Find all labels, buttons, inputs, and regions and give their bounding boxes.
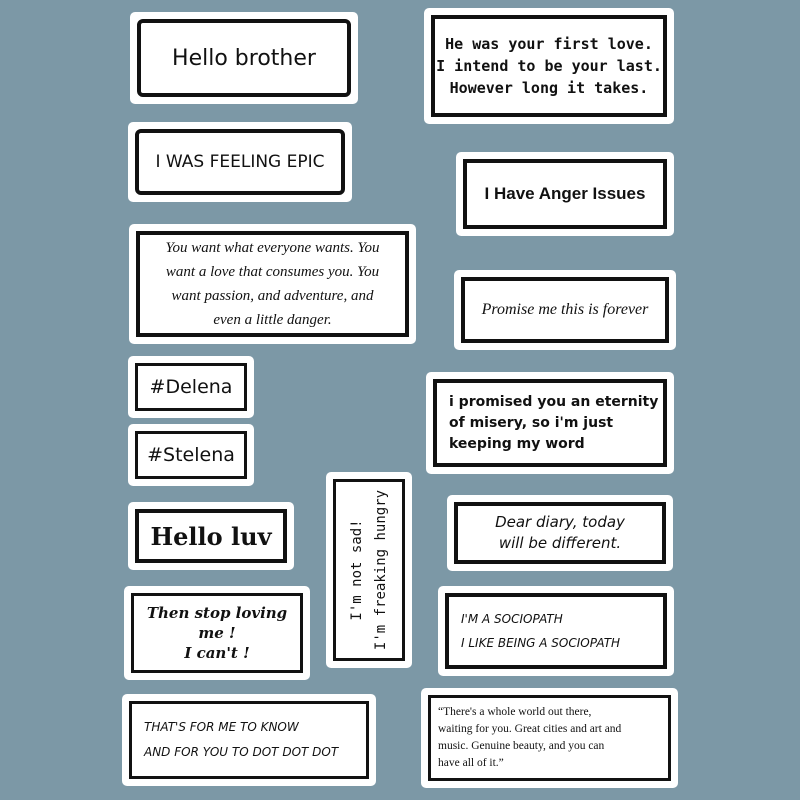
sticker-everyone-wants [129,224,416,344]
sticker-hello-luv [128,502,294,570]
sticker-hello-brother [130,12,358,104]
sticker-frame [135,363,247,411]
sticker-text: me ! [198,624,236,642]
sticker-frame [135,129,345,195]
sticker-text: I LIKE BEING A SOCIOPATH [461,636,621,650]
sticker-frame [333,479,405,661]
sticker-text: I'M A SOCIOPATH [461,612,563,626]
sticker-frame [131,593,303,673]
sticker-text: THAT'S FOR ME TO KNOW [144,720,299,734]
sticker-text: waiting for you. Great cities and art and [438,723,622,735]
sticker-text: I'm freaking hungry [373,489,389,651]
sticker-text: He was your first love. [445,35,653,53]
sticker-text: However long it takes. [449,79,649,97]
sticker-text: #Delena [149,376,233,398]
sticker-text: “There's a whole world out there, [438,706,592,718]
sticker-text: I can't ! [184,644,250,662]
sticker-text: Promise me this is forever [481,301,649,318]
sticker-frame [135,431,247,479]
sticker-text: #Stelena [147,444,235,466]
sticker-not-sad [326,472,412,668]
sticker-frame [136,231,409,337]
sticker-for-me-to-know [122,694,376,786]
sticker-text: I'm not sad! [349,519,365,621]
sticker-text: music. Genuine beauty, and you can [438,740,605,752]
sticker-text: I Have Anger Issues [484,184,646,203]
sticker-text: Then stop loving [146,604,288,622]
sticker-feeling-epic [128,122,352,202]
sticker-text: have all of it.” [438,757,504,769]
vertical-text-group [345,490,393,650]
sticker-frame [433,379,667,467]
sticker-frame [445,593,667,669]
sticker-frame [463,159,667,229]
sticker-text: I intend to be your last. [436,57,662,75]
sticker-frame [129,701,369,779]
sticker-text: of misery, so i'm just [449,414,614,431]
sticker-stop-loving [124,586,310,680]
sticker-sociopath [438,586,674,676]
sticker-text: keeping my word [449,435,585,452]
sticker-text: Dear diary, today [495,513,625,531]
sticker-text: AND FOR YOU TO DOT DOT DOT [144,745,339,759]
sticker-anger-issues [456,152,674,236]
sticker-text: Hello luv [150,521,272,551]
sticker-frame [428,695,671,781]
sticker-text: You want what everyone wants. You [165,240,380,256]
sticker-frame [431,15,667,117]
sticker-promise-forever [454,270,676,350]
sticker-frame [454,502,666,564]
sticker-frame [137,19,351,97]
sticker-eternity-misery [426,372,674,474]
sticker-text: i promised you an eternity [449,393,659,410]
sticker-delena [128,356,254,418]
sticker-frame [135,509,287,563]
sticker-text: I WAS FEELING EPIC [155,152,325,172]
sticker-whole-world [421,688,678,788]
sticker-stelena [128,424,254,486]
sticker-text: Hello brother [172,45,316,71]
sticker-frame [461,277,669,343]
sticker-text: even a little danger. [213,312,332,328]
sticker-first-love [424,8,674,124]
sticker-dear-diary [447,495,673,571]
sticker-text: want a love that consumes you. You [165,264,380,280]
sticker-text: will be different. [498,534,622,552]
sticker-text: want passion, and adventure, and [171,288,374,304]
